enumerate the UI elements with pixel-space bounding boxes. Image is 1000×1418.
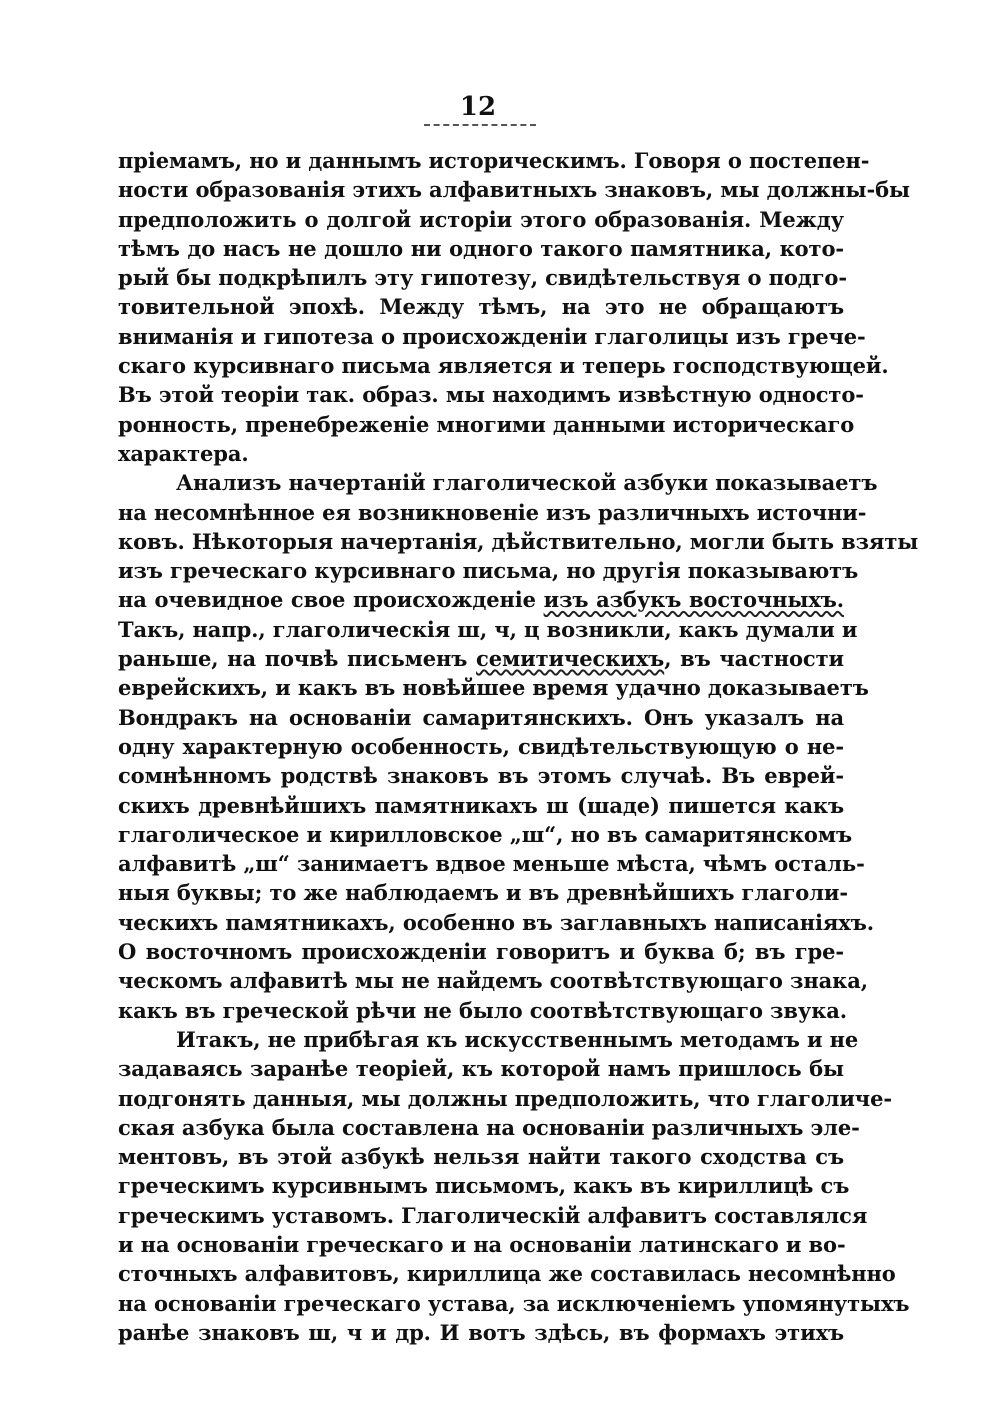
text-line: Итакъ, не прибѣгая къ искусственнымъ методамъ и не — [176, 1026, 859, 1052]
text-line: задаваясь заранѣе теоріей, къ которой намъ пришлось бы — [118, 1056, 844, 1082]
text-line: Анализъ начертаній глаголической азбуки показываетъ — [176, 470, 878, 496]
text-line: рый бы подкрѣпилъ эту гипотезу, свидѣтельствуя о подго- — [118, 265, 847, 291]
text-line: ности образованія этихъ алфавитныхъ знаковъ, мы должны-бы — [118, 177, 910, 203]
text-line: сточныхъ алфавитовъ, кириллица же составилась несомнѣнно — [118, 1261, 896, 1287]
text-line: и на основаніи греческаго и на основаніи латинскаго и во- — [118, 1231, 846, 1257]
text-line: товительной эпохѣ. Между тѣмъ, на это не обращаютъ — [118, 294, 844, 320]
text-line: тѣмъ до насъ не дошло ни одного такого памятника, кото- — [118, 235, 844, 261]
text-line: скихъ древнѣйшихъ памятникахъ ш (шаде) пишется какъ — [118, 792, 844, 818]
underlined-phrase: изъ азбукъ восточныхъ. — [543, 587, 844, 613]
text-line: О восточномъ происхожденіи говоритъ и буква б; въ гре- — [118, 939, 844, 965]
text-line: еврейскихъ, и какъ въ новѣйшее время удачно доказываетъ — [118, 675, 869, 701]
text-line: алфавитѣ „ш“ занимаетъ вдвое меньше мѣста, чѣмъ осталь- — [118, 851, 865, 877]
text-line: ческихъ памятникахъ, особенно въ заглавныхъ написаніяхъ. — [118, 909, 874, 935]
page-number-rule — [424, 124, 536, 126]
text-line: вниманія и гипотеза о происхожденіи глаголицы изъ грече- — [118, 323, 866, 349]
text-line: греческимъ уставомъ. Глаголическій алфавитъ составлялся — [118, 1202, 868, 1228]
text-line: сомнѣнномъ родствѣ знаковъ въ этомъ случаѣ. Въ еврей- — [118, 763, 844, 789]
text-line: Такъ, напр., глаголическія ш, ч, ц возникли, какъ думали и — [118, 616, 858, 642]
text-line: Въ этой теоріи так. образ. мы находимъ извѣстную односто- — [118, 382, 864, 408]
underlined-phrase: семитическихъ — [476, 646, 665, 672]
text-line: скаго курсивнаго письма является и теперь господствующей. — [118, 353, 889, 379]
text-line: ментовъ, въ этой азбукѣ нельзя найти такого сходства съ — [118, 1144, 844, 1170]
text-line: на несомнѣнное ея возникновеніе изъ различныхъ источни- — [118, 499, 867, 525]
text-line: изъ греческаго курсивнаго письма, но другія показываютъ — [118, 558, 859, 584]
text-line: ческомъ алфавитѣ мы не найдемъ соотвѣтствующаго знака, — [118, 968, 868, 994]
text-line: раньше, на почвѣ письменъ семитическихъ, въ частности — [118, 646, 845, 672]
body-text — [118, 146, 919, 1347]
text-line: глаголическое и кирилловское „ш“, но въ самаритянскомъ — [118, 821, 852, 847]
text-line: Вондракъ на основаніи самаритянскихъ. Онъ указалъ на — [118, 704, 844, 730]
text-line: характера. — [118, 440, 249, 466]
text-line: ранѣе знаковъ ш, ч и др. И вотъ здѣсь, въ формахъ этихъ — [118, 1319, 844, 1345]
text-line: подгонять данныя, мы должны предположить, что глаголиче- — [118, 1085, 892, 1111]
text-line: греческимъ курсивнымъ письмомъ, какъ въ кириллицѣ съ — [118, 1173, 850, 1199]
text-line: одну характерную особенность, свидѣтельствующую о не- — [118, 733, 844, 759]
text-line: ронность, пренебреженіе многими данными историческаго — [118, 411, 855, 437]
text-line: ская азбука была составлена на основаніи различныхъ эле- — [118, 1114, 860, 1140]
text-line: пріемамъ, но и даннымъ историческимъ. Говоря о постепен- — [118, 148, 870, 173]
text-line: на очевидное свое происхожденіе изъ азбукъ восточныхъ. — [118, 587, 844, 613]
text-line: какъ въ греческой рѣчи не было соотвѣтствующаго звука. — [118, 997, 847, 1023]
page-number: 12 — [459, 92, 497, 122]
text-line: ковъ. Нѣкоторыя начертанія, дѣйствительно, могли быть взяты — [118, 528, 919, 554]
text-line: на основаніи греческаго устава, за исключеніемъ упомянутыхъ — [118, 1290, 910, 1316]
text-line: предположить о долгой исторіи этого образованія. Между — [118, 206, 844, 232]
text-line: ныя буквы; то же наблюдаемъ и въ древнѣйшихъ глаголи- — [118, 880, 849, 906]
